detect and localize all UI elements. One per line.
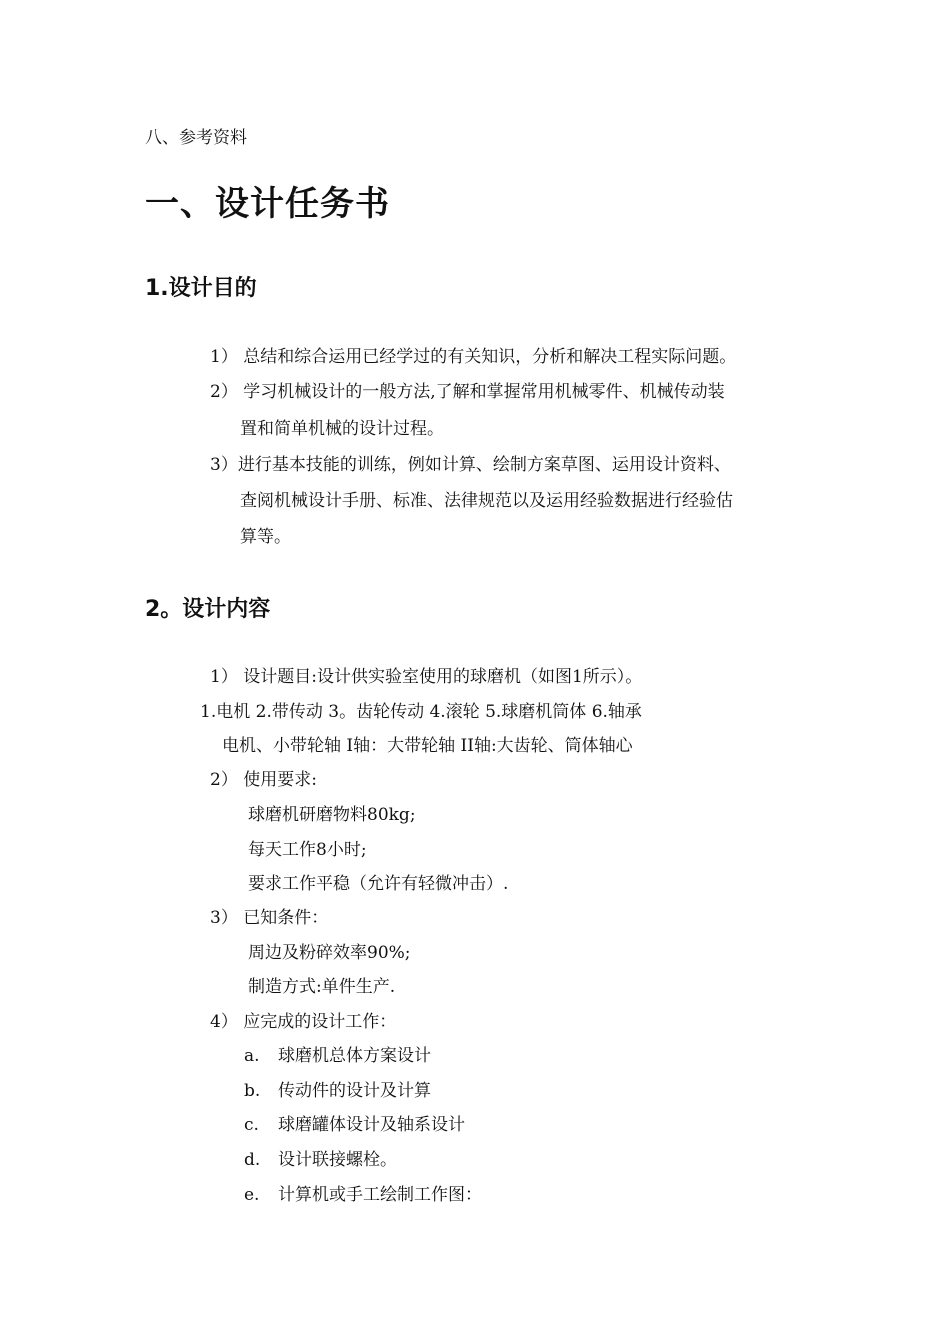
purpose-item-3-cont2: 算等。 xyxy=(240,527,291,547)
task-letter: d. xyxy=(244,1150,261,1170)
content-item-2: 2） 使用要求: xyxy=(210,770,317,790)
purpose-item-3: 3）进行基本技能的训练，例如计算、绘制方案草图、运用设计资料、 xyxy=(210,455,731,475)
purpose-item-1: 1） 总结和综合运用已经学过的有关知识，分析和解决工程实际问题。 xyxy=(210,347,737,367)
axes-legend: 电机、小带轮轴 I轴：大带轮轴 II轴:大齿轮、筒体轴心 xyxy=(222,736,633,756)
task-item-d xyxy=(244,1149,397,1171)
content-item-4: 4） 应完成的设计工作： xyxy=(210,1012,397,1032)
task-item-a xyxy=(244,1045,431,1067)
task-text: 球磨机总体方案设计 xyxy=(278,1046,431,1066)
purpose-item-3-cont1: 查阅机械设计手册、标准、法律规范以及运用经验数据进行经验估 xyxy=(240,491,733,511)
purpose-item-2: 2） 学习机械设计的一般方法,了解和掌握常用机械零件、机械传动装 xyxy=(210,382,725,402)
section-heading-purpose: 1.设计目的 xyxy=(145,276,257,301)
content-item-3: 3） 已知条件： xyxy=(210,908,329,928)
task-item-e xyxy=(244,1184,482,1206)
page-title: 一、设计任务书 xyxy=(145,184,390,224)
requirement-3: 要求工作平稳（允许有轻微冲击）. xyxy=(248,874,509,894)
purpose-item-2-cont: 置和简单机械的设计过程。 xyxy=(240,419,444,439)
parts-legend: 1.电机 2.带传动 3。齿轮传动 4.滚轮 5.球磨机筒体 6.轴承 xyxy=(200,702,642,722)
task-letter: c. xyxy=(244,1115,259,1135)
task-letter: b. xyxy=(244,1081,261,1101)
task-letter: e. xyxy=(244,1185,260,1205)
content-item-1: 1） 设计题目:设计供实验室使用的球磨机（如图1所示）。 xyxy=(210,667,643,687)
condition-2: 制造方式:单件生产. xyxy=(248,977,396,997)
task-item-c xyxy=(244,1114,465,1136)
task-text: 传动件的设计及计算 xyxy=(278,1081,431,1101)
task-item-b xyxy=(244,1080,431,1102)
task-letter: a. xyxy=(244,1046,260,1066)
requirement-2: 每天工作8小时; xyxy=(248,840,367,860)
condition-1: 周边及粉碎效率90%; xyxy=(248,943,411,963)
requirement-1: 球磨机研磨物料80kg; xyxy=(248,805,416,825)
toc-line: 八、参考资料 xyxy=(145,128,247,148)
task-text: 计算机或手工绘制工作图： xyxy=(278,1185,482,1205)
section-heading-content: 2。设计内容 xyxy=(145,597,271,622)
task-text: 球磨罐体设计及轴系设计 xyxy=(278,1115,465,1135)
task-text: 设计联接螺栓。 xyxy=(278,1150,397,1170)
